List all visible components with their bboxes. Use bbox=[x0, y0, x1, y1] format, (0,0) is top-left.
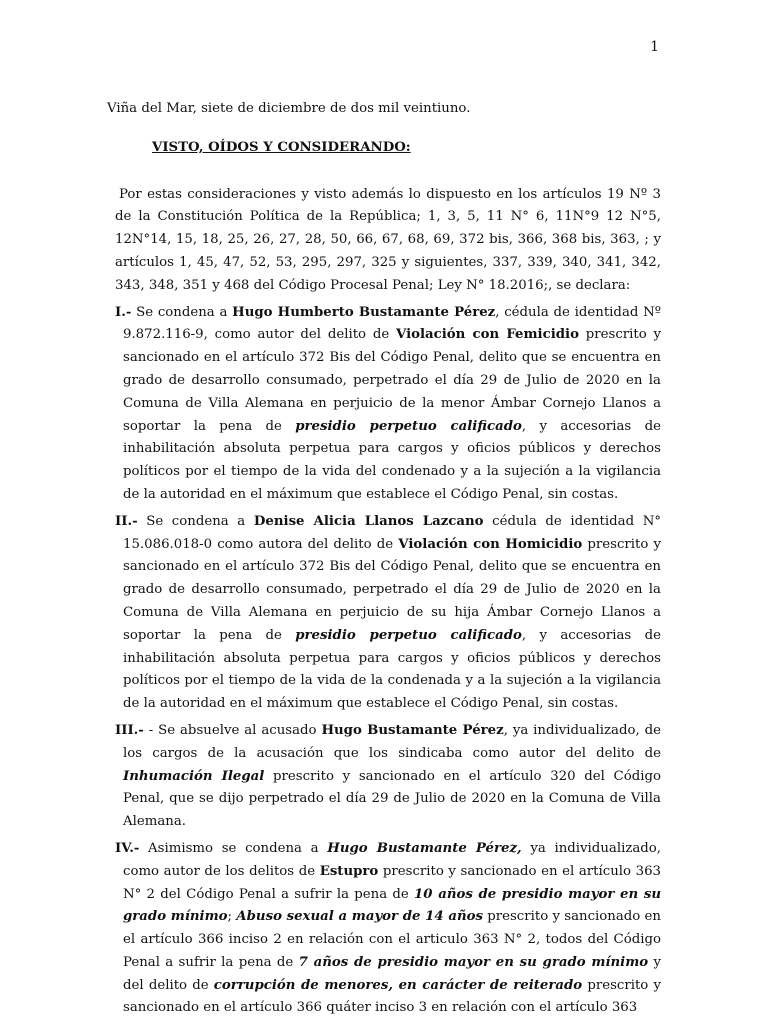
paragraph-3 bbox=[115, 720, 661, 834]
penalty-text: 10 años de presidio mayor en su grado mínimo bbox=[123, 886, 662, 925]
defendant-name: Hugo Bustamante Pérez bbox=[321, 722, 504, 738]
paragraph-2 bbox=[115, 511, 661, 716]
crime-name: Violación con Femicidio bbox=[395, 327, 579, 343]
text-segment: Se condena a bbox=[137, 513, 254, 529]
crime-name: Abuso sexual a mayor de 14 años bbox=[236, 909, 483, 925]
crime-name: Estupro bbox=[319, 863, 379, 879]
penalty-text: presidio perpetuo calificado bbox=[295, 418, 522, 434]
intro-paragraph: Por estas consideraciones y visto además lo dispuesto en los artículos 19 Nº 3 de la Constitución Política de la República; 1, 3, 5, 11 N° 6, 11N°9 12 N°5, 12N°14, 15, 18, 25, 26, 27, 28, 50, 66, 67, 68, 69, 372 bis, 366, 368 bis, 363, ; y artículos 1, 45, 47, 52, 53, 295, 297, 325 y siguientes, 337, 339, 340, 341, 342, 343, 348, 351 y 468 del Código Procesal Penal; Ley N° 18.2016;, se declara: bbox=[115, 186, 661, 293]
text-segment: - Se absuelve al acusado bbox=[143, 722, 322, 738]
text-segment: Asimismo se condena a bbox=[139, 840, 328, 856]
text-segment: ya individualizado, como autor de los delitos de bbox=[123, 840, 661, 879]
text-segment: Se condena a bbox=[131, 304, 233, 320]
text-segment: prescrito y sancionado en el artículo 320 del Código Penal, que se dijo perpetrado el día 29 de Julio de 2020 en la Comuna de Villa Alemana. bbox=[123, 768, 661, 830]
penalty-text: presidio perpetuo calificado bbox=[295, 627, 522, 643]
text-segment: y del delito de bbox=[123, 954, 661, 993]
defendant-name: Denise Alicia Llanos Lazcano bbox=[253, 513, 484, 529]
crime-name: Violación con Homicidio bbox=[398, 536, 583, 552]
paragraph-number: III.- bbox=[115, 722, 144, 738]
document-body bbox=[107, 98, 662, 1020]
penalty-text: 7 años de presidio mayor en su grado mínimo bbox=[298, 954, 649, 970]
place-date: Viña del Mar, siete de diciembre de dos mil veintiuno. bbox=[107, 101, 471, 116]
text-segment: prescrito y sancionado en el artículo 363 N° 2 del Código Penal a sufrir la pena de bbox=[123, 863, 661, 902]
text-segment: ; bbox=[227, 909, 237, 925]
paragraph-4 bbox=[115, 838, 661, 1020]
crime-name: Inhumación Ilegal bbox=[123, 768, 265, 784]
text-segment: , y accesorias de inhabilitación absoluta perpetua para cargos y oficios públicos y derechos políticos por el tiempo de la vida de la condenada y a la sujeción a la vigilancia de la autoridad en el máximum que establece el Código Penal, sin costas. bbox=[123, 627, 661, 712]
paragraph-number: I.- bbox=[115, 304, 132, 320]
text-segment: prescrito y sancionado en el artículo 372 Bis del Código Penal, delito que se encuentra en grado de desarrollo consumado, perpetrado el día 29 de Julio de 2020 en la Comuna de Villa Alemana en perjuicio de la menor Ámbar Cornejo Llanos a soportar la pena de bbox=[123, 327, 661, 434]
text-segment: , ya individualizado, de los cargos de la acusación que los sindicaba como autor del delito de bbox=[123, 722, 661, 761]
section-heading: VISTO, OÍDOS Y CONSIDERANDO: bbox=[152, 139, 411, 155]
defendant-name: Hugo Bustamante Pérez, bbox=[327, 840, 522, 856]
text-segment: , y accesorias de inhabilitación absoluta perpetua para cargos y oficios públicos y derechos políticos por el tiempo de la vida del condenado y a la sujeción a la vigilancia de la autoridad en el máximum que establece el Código Penal, sin costas. bbox=[123, 418, 661, 502]
paragraph-number: II.- bbox=[115, 513, 138, 529]
paragraph-1 bbox=[115, 302, 661, 507]
text-segment: , cédula de identidad Nº 9.872.116-9, como autor del delito de bbox=[123, 304, 662, 343]
crime-name: corrupción de menores, en carácter de reiterado bbox=[213, 977, 583, 993]
text-segment: prescrito y sancionado en el artículo 372 Bis del Código Penal, delito que se encuentra en grado de desarrollo consumado, perpetrado el día 29 de Julio de 2020 en la Comuna de Villa Alemana en perjuicio de su hija Ámbar Cornejo Llanos a soportar la pena de bbox=[123, 536, 661, 643]
defendant-name: Hugo Humberto Bustamante Pérez bbox=[232, 304, 496, 320]
text-segment: prescrito y sancionado en el artículo 366 inciso 2 en relación con el articulo 363 N° 2, todos del Código Penal a sufrir la pena de bbox=[123, 909, 661, 970]
paragraph-number: IV.- bbox=[115, 840, 140, 856]
text-segment: prescrito y sancionado en el artículo 366 quáter inciso 3 en relación con el artículo 363 bbox=[123, 977, 661, 1016]
text-segment: cédula de identidad N° 15.086.018-0 como autora del delito de bbox=[123, 513, 662, 552]
page-number: 1 bbox=[650, 39, 659, 55]
